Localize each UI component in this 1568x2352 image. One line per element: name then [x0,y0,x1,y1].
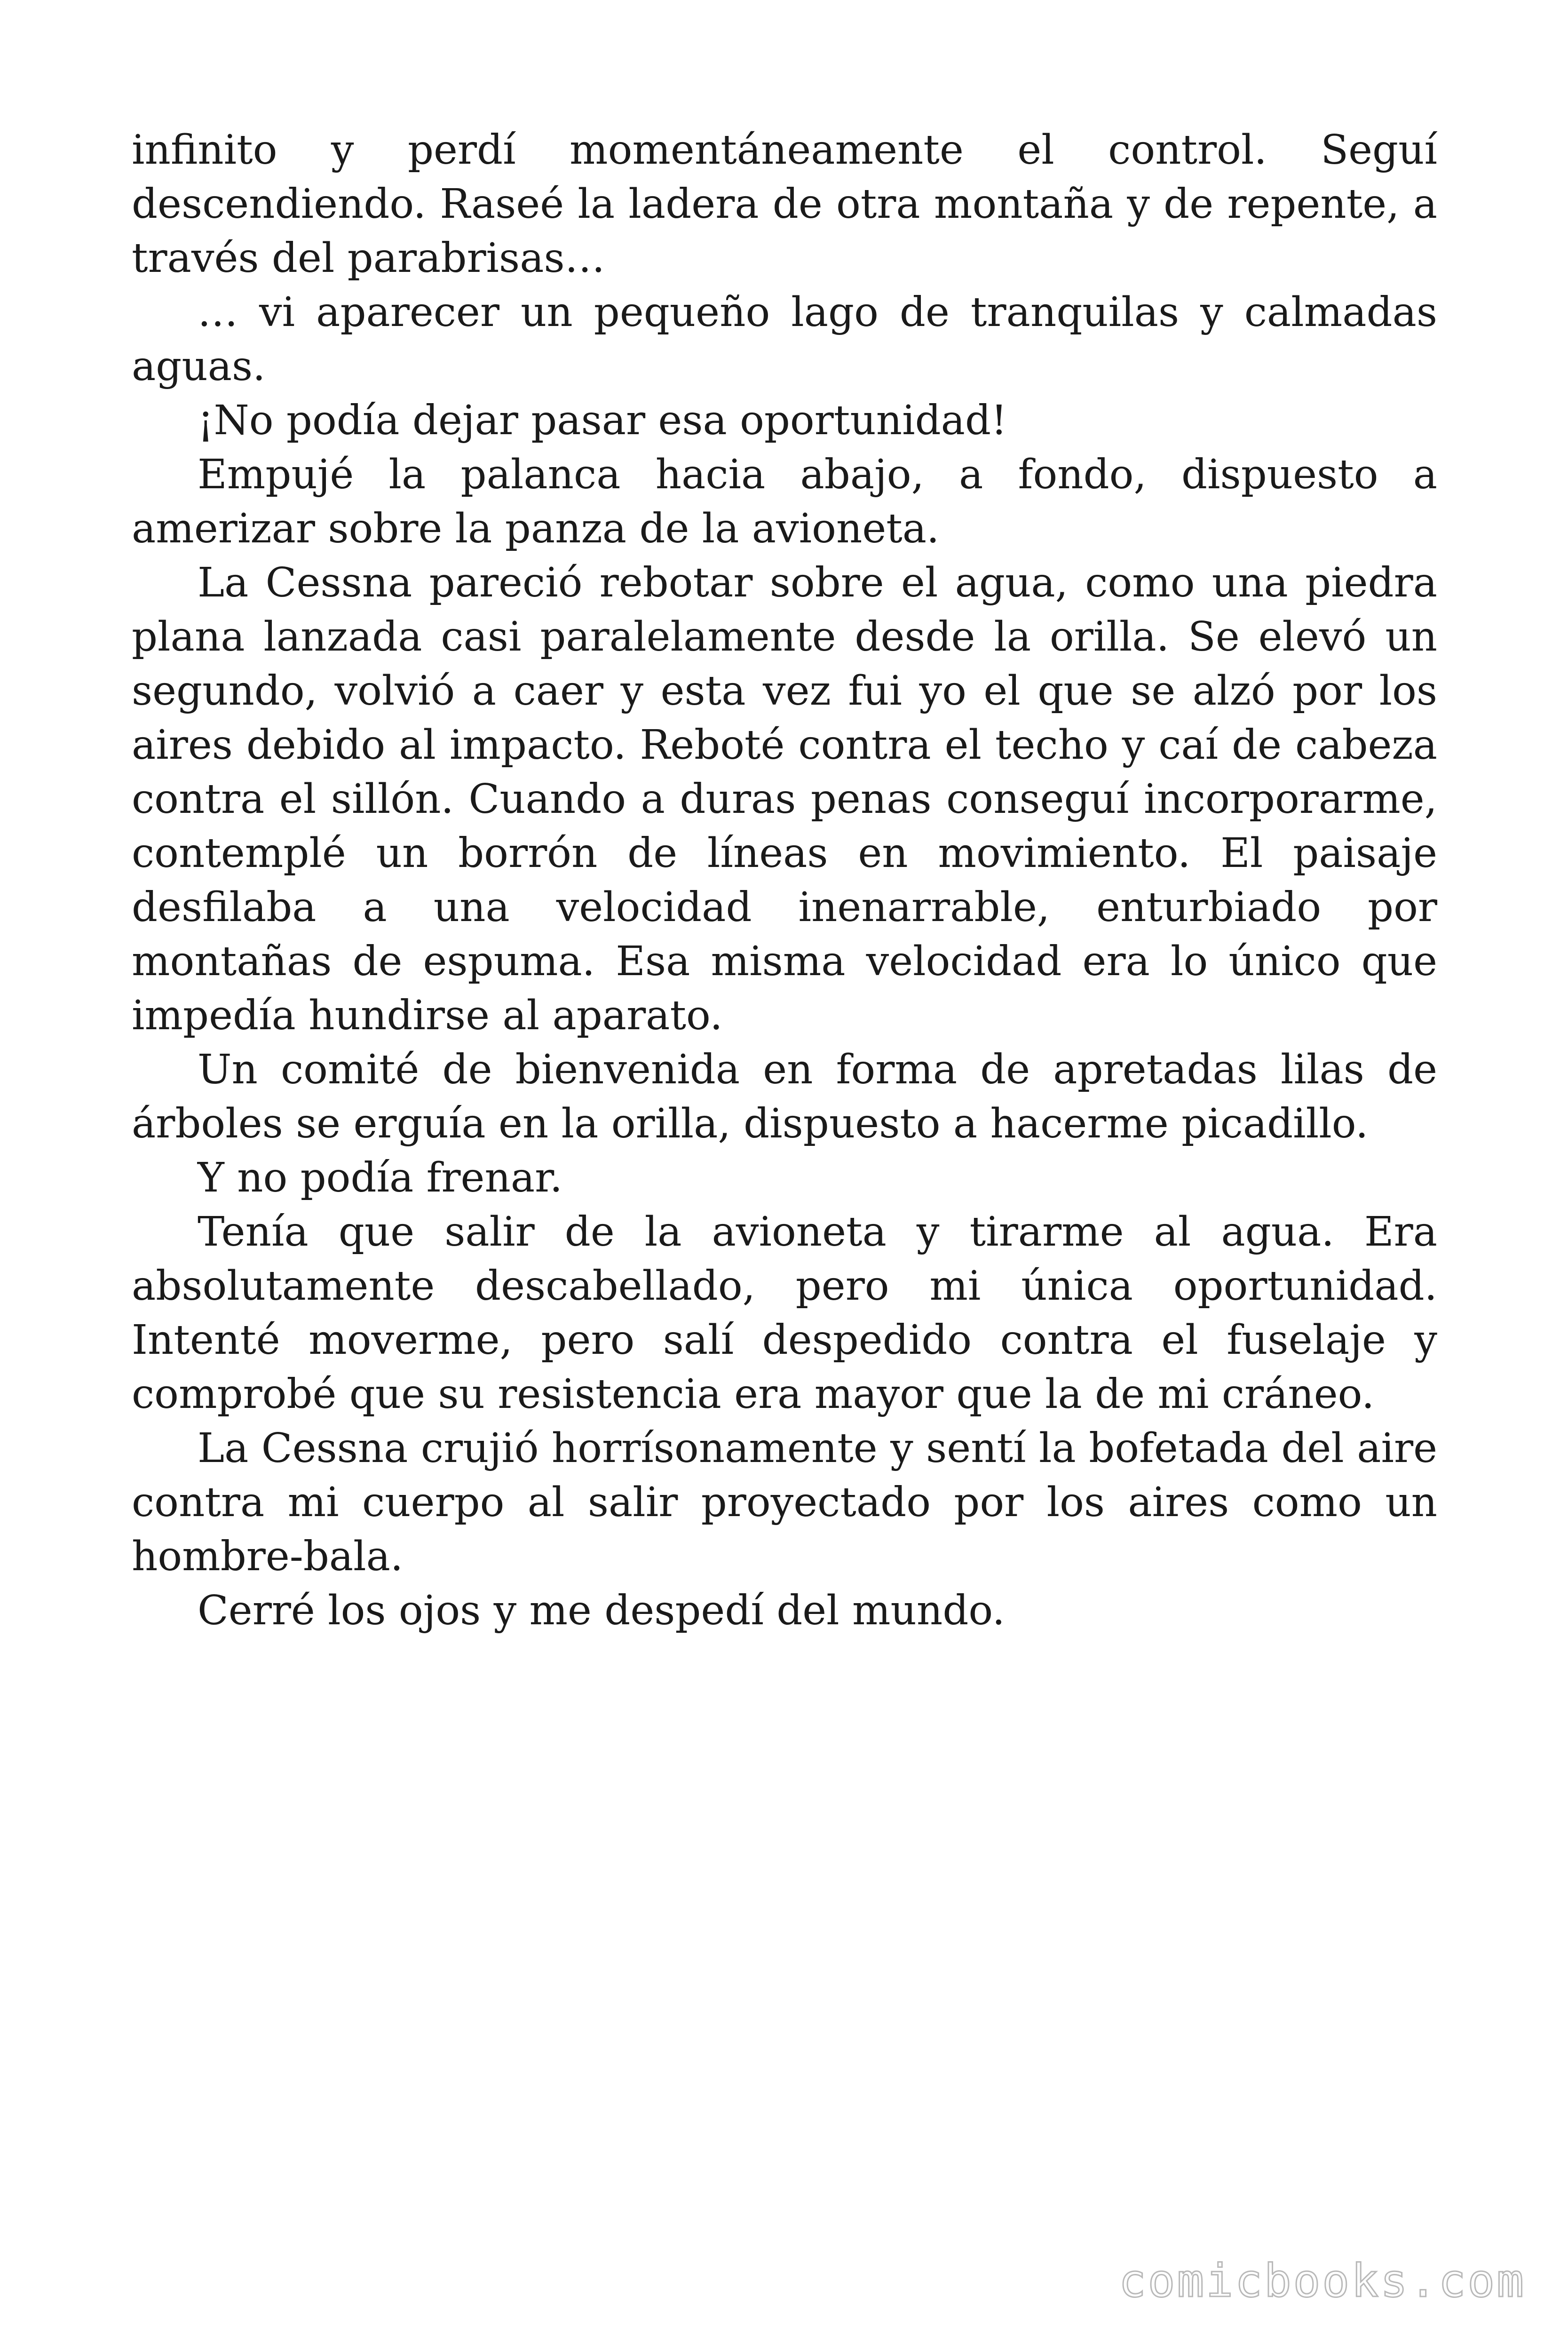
paragraph: Cerré los ojos y me despedí del mundo. [198,1587,1005,1634]
paragraph: Y no podía frenar. [198,1154,563,1201]
paragraph: Tenía que salir de la avioneta y tirarme al agua. Era absolutamente descabellado, pero mi única oportunidad. Intenté moverme, pero salí despedido contra el fuselaje y comprobé que su resistencia era mayor que la de mi cráneo. [132,1208,1437,1418]
paragraph: Empujé la palanca hacia abajo, a fondo, dispuesto a amerizar sobre la panza de la avioneta. [132,451,1437,552]
page-body-text [132,123,1437,1638]
paragraph: La Cessna crujió horrísonamente y sentí la bofetada del aire contra mi cuerpo al salir proyectado por los aires como un hombre-bala. [132,1425,1437,1580]
paragraph: La Cessna pareció rebotar sobre el agua, como una piedra plana lanzada casi paralelamente desde la orilla. Se elevó un segundo, volvió a caer y esta vez fui yo el que se alzó por los aires debido al impacto. Reboté contra el techo y caí de cabeza contra el sillón. Cuando a duras penas conseguí incorporarme, contemplé un borrón de líneas en movimiento. El paisaje desfilaba a una velocidad inenarrable, enturbiado por montañas de espuma. Esa misma velocidad era lo único que impedía hundirse al aparato. [132,559,1437,1039]
paragraph: infinito y perdí momentáneamente el control. Seguí descendiendo. Raseé la ladera de otra montaña y de repente, a través del parabrisas… [132,127,1437,282]
watermark: comicbooks.com [1118,2255,1526,2307]
paragraph: Un comité de bienvenida en forma de apretadas lilas de árboles se erguía en la orilla, dispuesto a hacerme picadillo. [132,1046,1437,1147]
paragraph: ¡No podía dejar pasar esa oportunidad! [198,397,1007,444]
paragraph: … vi aparecer un pequeño lago de tranquilas y calmadas aguas. [132,289,1437,390]
